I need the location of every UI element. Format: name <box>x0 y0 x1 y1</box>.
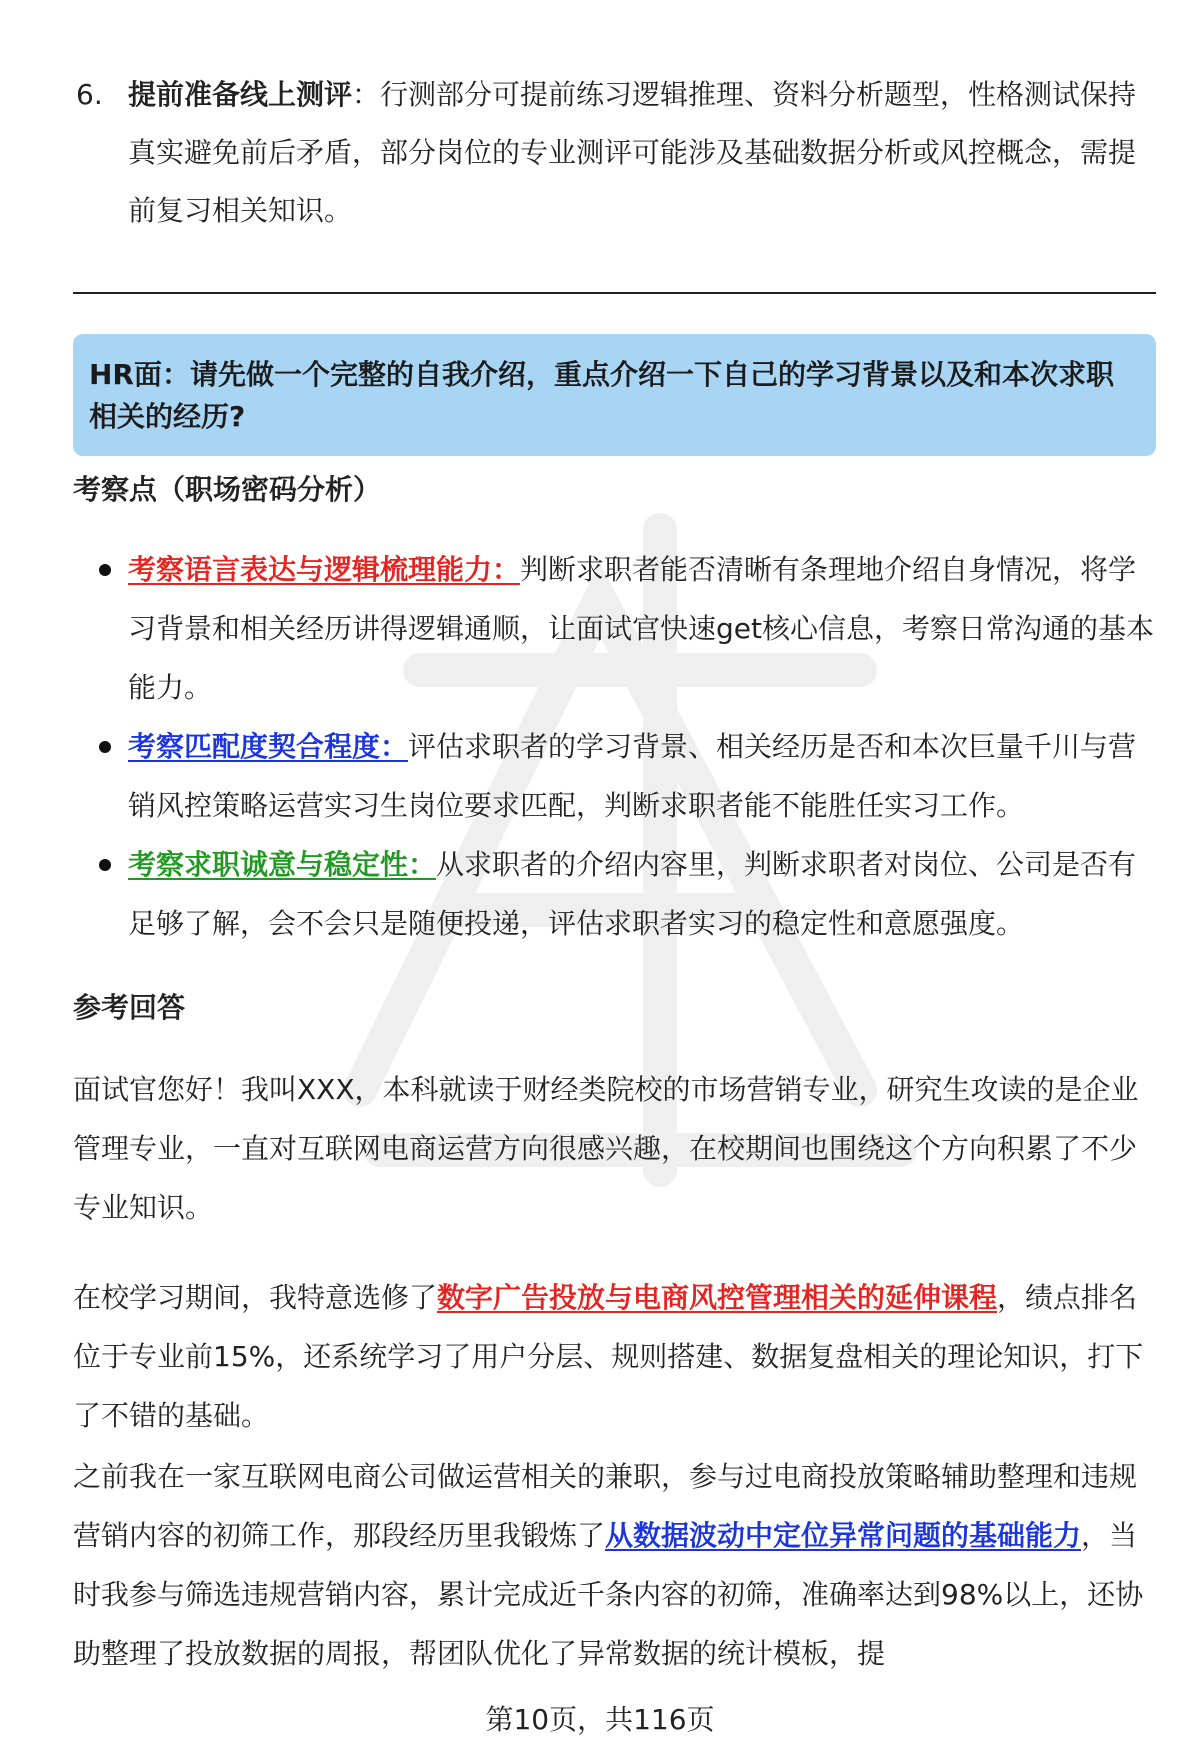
point-text: 评估求职者的学习背景、相关经历是否和本次巨量千川与营销风控策略运营实习生岗位要求匹配，判断求职者能不能胜任实习工作。 <box>128 730 1137 822</box>
question-text: HR面：请先做一个完整的自我介绍，重点介绍一下自己的学习背景以及和本次求职相关的经历? <box>89 358 1114 433</box>
bullet-dot-icon <box>99 564 111 576</box>
answer-heading: 参考回答 <box>73 991 186 1024</box>
item-number: 6. <box>76 78 103 111</box>
p2-highlight: 数字广告投放与电商风控管理相关的延伸课程 <box>437 1281 998 1314</box>
numbered-item-6 <box>76 66 1146 240</box>
points-heading: 考察点（职场密码分析） <box>73 473 382 506</box>
item-colon: ： <box>352 78 381 111</box>
bullet-dot-icon <box>99 859 111 871</box>
point-item <box>73 835 1156 953</box>
point-label: 考察求职诚意与稳定性： <box>128 848 437 881</box>
p3-pre: 之前我在一家互联网电商公司做运营相关的兼职，参与过电商投放策略辅助整理和违规营销内容的初筛工作，那段经历里我锻炼了 <box>73 1460 1138 1552</box>
item-title: 提前准备线上测评 <box>128 78 353 111</box>
point-label: 考察语言表达与逻辑梳理能力： <box>128 553 521 586</box>
answer-paragraph-1: 面试官您好！我叫XXX，本科就读于财经类院校的市场营销专业，研究生攻读的是企业管理专业，一直对互联网电商运营方向很感兴趣，在校期间也围绕这个方向积累了不少专业知识。 <box>73 1073 1139 1224</box>
section-divider <box>73 292 1156 294</box>
p2-post: ，绩点排名位于专业前15%，还系统学习了用户分层、规则搭建、数据复盘相关的理论知识，打下了不错的基础。 <box>73 1281 1144 1432</box>
points-list <box>73 540 1156 953</box>
point-item <box>73 540 1156 717</box>
page-footer: 第10页，共116页 <box>485 1703 715 1736</box>
bullet-dot-icon <box>99 741 111 753</box>
point-label: 考察匹配度契合程度： <box>128 730 409 763</box>
question-box <box>73 334 1156 456</box>
answer-paragraph-2 <box>73 1268 1156 1445</box>
p3-highlight: 从数据波动中定位异常问题的基础能力 <box>605 1519 1082 1552</box>
item-body: 行测部分可提前练习逻辑推理、资料分析题型，性格测试保持真实避免前后矛盾，部分岗位的专业测评可能涉及基础数据分析或风控概念，需提前复习相关知识。 <box>128 78 1137 227</box>
p2-pre: 在校学习期间，我特意选修了 <box>73 1281 438 1314</box>
p3-post: ，当时我参与筛选违规营销内容，累计完成近千条内容的初筛，准确率达到98%以上，还协助整理了投放数据的周报，帮团队优化了异常数据的统计模板，提 <box>73 1519 1144 1670</box>
point-item <box>73 717 1156 835</box>
item-text <box>128 66 1146 240</box>
point-text: 判断求职者能否清晰有条理地介绍自身情况，将学习背景和相关经历讲得逻辑通顺，让面试官快速get核心信息，考察日常沟通的基本能力。 <box>128 553 1154 704</box>
answer-paragraph-3 <box>73 1447 1156 1683</box>
point-text: 从求职者的介绍内容里，判断求职者对岗位、公司是否有足够了解，会不会只是随便投递，评估求职者实习的稳定性和意愿强度。 <box>128 848 1137 940</box>
